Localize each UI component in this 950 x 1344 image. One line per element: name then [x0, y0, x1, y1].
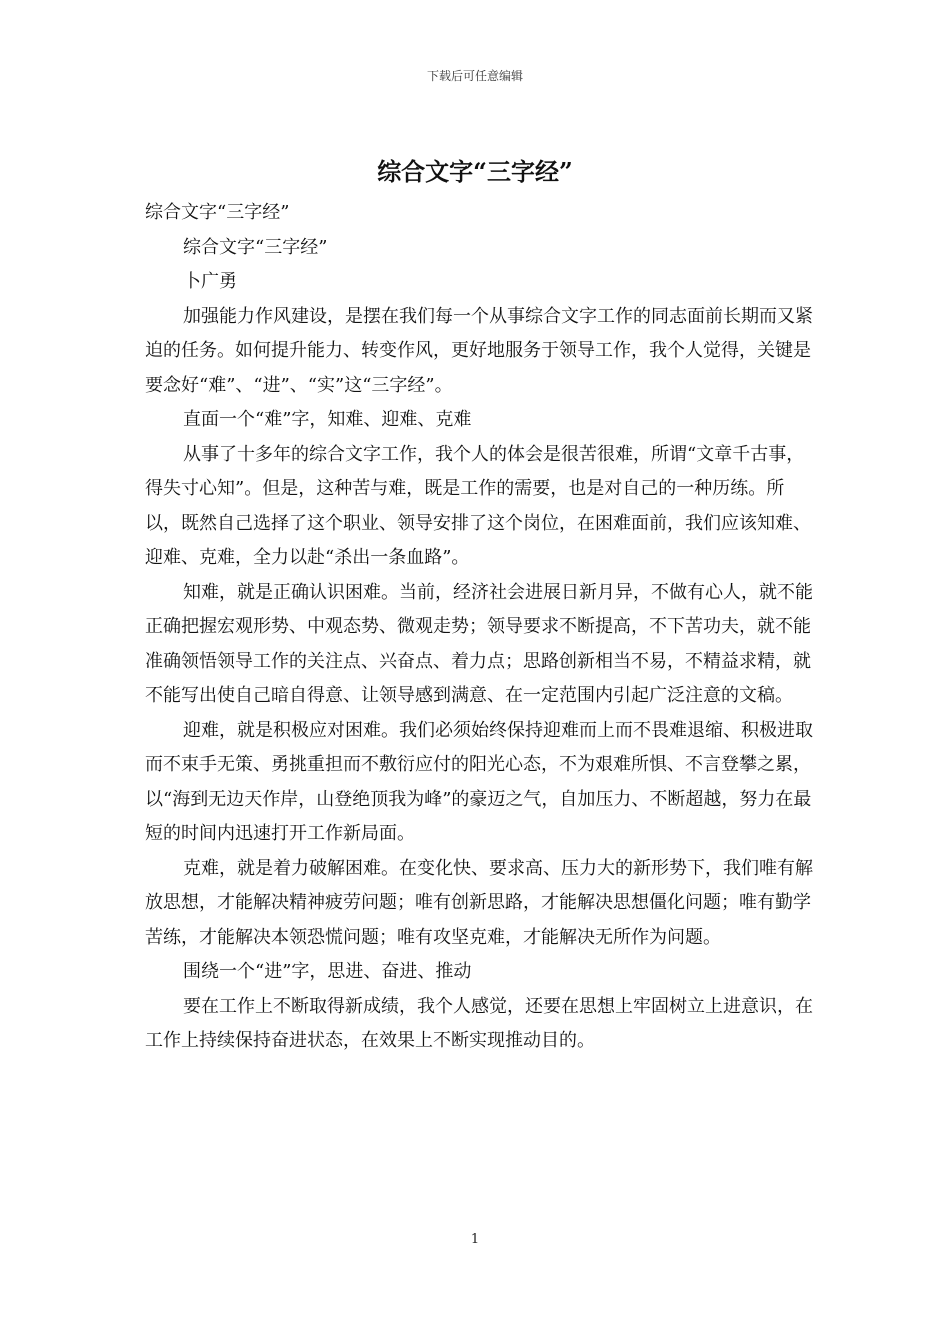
- page-number: 1: [470, 1232, 480, 1247]
- author-paragraph: 卜广勇: [183, 271, 237, 292]
- section-heading: 围绕一个“进”字，思进、奋进、推动: [183, 961, 472, 982]
- subtitle-indented-paragraph: 综合文字“三字经”: [183, 236, 328, 258]
- body-paragraph: 加强能力作风建设，是摆在我们每一个从事综合文字工作的同志面前长期而又紧迫的任务。如何提升能力、转变作风，更好地服务于领导工作，我个人觉得，关键是要念好“难”、“进”、“实”这“三字经”。: [145, 305, 813, 396]
- section-heading: 直面一个“难”字，知难、迎难、克难: [183, 409, 472, 430]
- body-paragraph: 迎难，就是积极应对困难。我们必须始终保持迎难而上而不畏难退缩、积极进取而不束手无策、勇挑重担而不敷衍应付的阳光心态，不为艰难所惧、不言登攀之累，以“海到无边天作岸，山登绝顶我为峰”的豪迈之气，自加压力、不断超越，努力在最短的时间内迅速打开工作新局面。: [145, 719, 813, 844]
- document-body: [145, 196, 813, 1059]
- header-note: 下载后可任意编辑: [426, 69, 523, 83]
- subtitle-paragraph: 综合文字“三字经”: [145, 202, 290, 223]
- body-paragraph: 克难，就是着力破解困难。在变化快、要求高、压力大的新形势下，我们唯有解放思想，才能解决精神疲劳问题；唯有创新思路，才能解决思想僵化问题；唯有勤学苦练，才能解决本领恐慌问题；唯有攻坚克难，才能解决无所作为问题。: [145, 857, 813, 948]
- document-title: 综合文字“三字经”: [377, 157, 573, 186]
- body-paragraph: 知难，就是正确认识困难。当前，经济社会进展日新月异，不做有心人，就不能正确把握宏观形势、中观态势、微观走势；领导要求不断提高，不下苦功夫，就不能准确领悟领导工作的关注点、兴奋点、着力点；思路创新相当不易，不精益求精，就不能写出使自己暗自得意、让领导感到满意、在一定范围内引起广泛注意的文稿。: [145, 581, 813, 706]
- body-paragraph: 从事了十多年的综合文字工作，我个人的体会是很苦很难，所谓“文章千古事，得失寸心知”。但是，这种苦与难，既是工作的需要，也是对自己的一种历练。所以，既然自己选择了这个职业、领导安排了这个岗位，在困难面前，我们应该知难、迎难、克难，全力以赴“杀出一条血路”。: [145, 443, 811, 568]
- body-paragraph: 要在工作上不断取得新成绩，我个人感觉，还要在思想上牢固树立上进意识，在工作上持续保持奋进状态，在效果上不断实现推动目的。: [145, 995, 813, 1051]
